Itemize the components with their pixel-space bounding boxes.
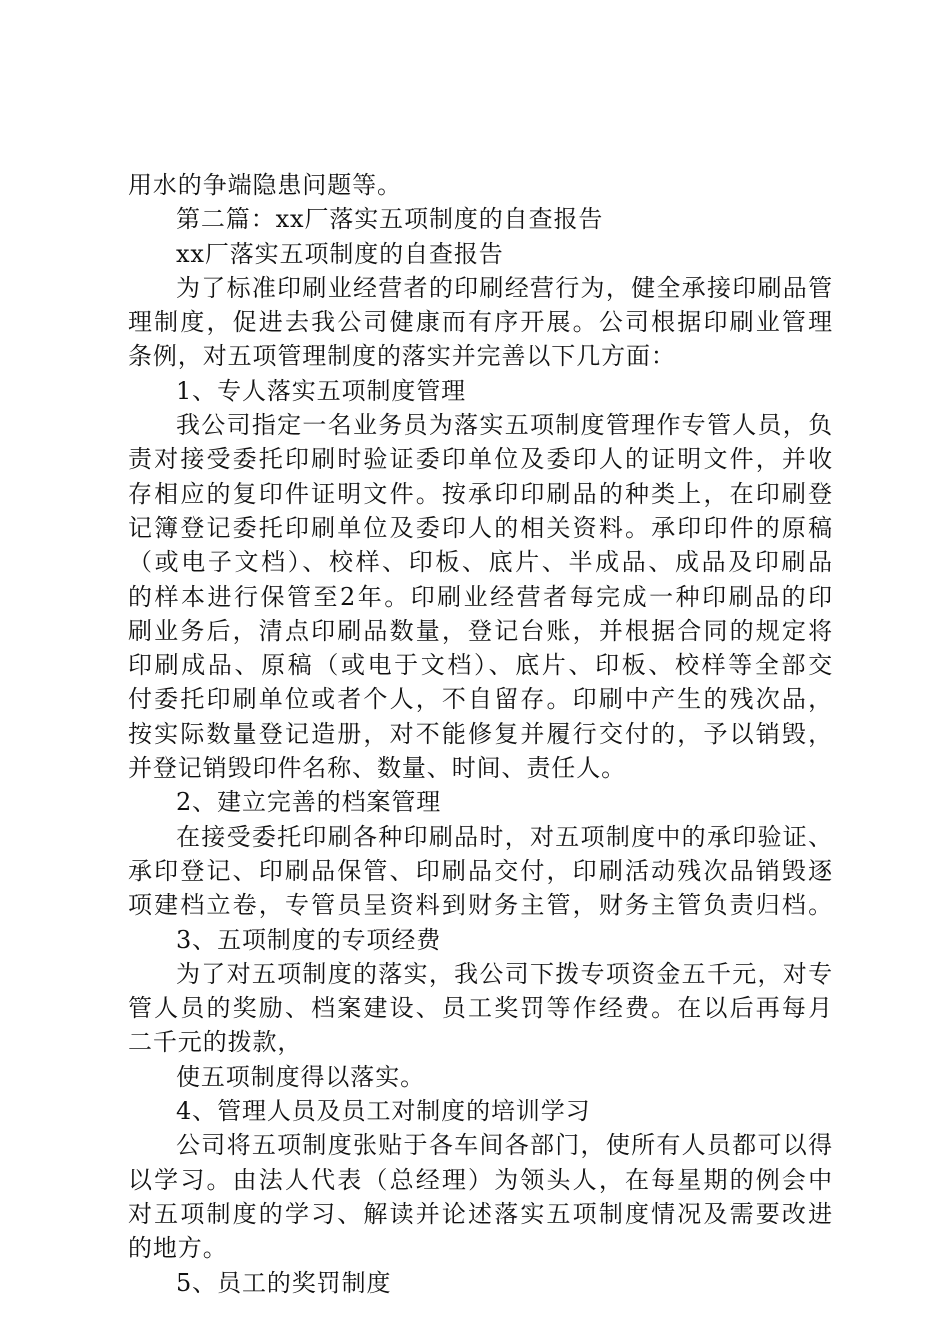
text-line: 的地方。 xyxy=(128,1234,228,1263)
text-line: 对五项制度的学习、解读并论述落实五项制度情况及需要改进 xyxy=(128,1199,833,1228)
text-line: 的样本进行保管至2年。印刷业经营者每完成一种印刷品的印 xyxy=(128,582,833,611)
text-line: 理制度，促进去我公司健康而有序开展。公司根据印刷业管理 xyxy=(128,308,833,337)
document-page xyxy=(128,168,833,1300)
text-line: 管人员的奖励、档案建设、员工奖罚等作经费。在以后再每月 xyxy=(128,994,833,1023)
text-line: 存相应的复印件证明文件。按承印印刷品的种类上，在印刷登 xyxy=(128,479,833,508)
text-line: 用水的争端隐患问题等。 xyxy=(128,171,402,199)
text-line: 为了对五项制度的落实，我公司下拨专项资金五千元，对专 xyxy=(176,959,833,988)
text-line: 并登记销毁印件名称、数量、时间、责任人。 xyxy=(128,754,626,783)
text-line: （或电子文档）、校样、印板、底片、半成品、成品及印刷品 xyxy=(128,548,833,577)
text-line: 印刷成品、原稿（或电于文档）、底片、印板、校样等全部交 xyxy=(128,651,833,680)
text-line: 使五项制度得以落实。 xyxy=(176,1062,425,1091)
text-line: 4、管理人员及员工对制度的培训学习 xyxy=(176,1097,591,1126)
text-line: 付委托印刷单位或者个人，不自留存。印刷中产生的残次品， xyxy=(128,685,833,714)
text-line: 以学习。由法人代表（总经理）为领头人，在每星期的例会中 xyxy=(128,1165,833,1194)
text-line: 我公司指定一名业务员为落实五项制度管理作专管人员，负 xyxy=(176,411,833,440)
text-line: 1、专人落实五项制度管理 xyxy=(176,376,467,405)
text-line: 为了标准印刷业经营者的印刷经营行为，健全承接印刷品管 xyxy=(176,273,833,302)
text-line: 第二篇：xx厂落实五项制度的自查报告 xyxy=(176,205,604,234)
text-line: 记簿登记委托印刷单位及委印人的相关资料。承印印件的原稿 xyxy=(128,513,833,542)
text-line: 公司将五项制度张贴于各车间各部门，使所有人员都可以得 xyxy=(176,1131,833,1160)
text-line: 3、五项制度的专项经费 xyxy=(176,925,442,954)
text-line: 责对接受委托印刷时验证委印单位及委印人的证明文件，并收 xyxy=(128,445,833,474)
text-line: 在接受委托印刷各种印刷品时，对五项制度中的承印验证、 xyxy=(176,822,833,851)
text-line: xx厂落实五项制度的自查报告 xyxy=(176,239,504,268)
text-line: 条例，对五项管理制度的落实并完善以下几方面： xyxy=(128,342,676,371)
text-line: 项建档立卷，专管员呈资料到财务主管，财务主管负责归档。 xyxy=(128,891,833,920)
text-line: 5、员工的奖罚制度 xyxy=(176,1268,392,1297)
text-line: 刷业务后，清点印刷品数量，登记台账，并根据合同的规定将 xyxy=(128,616,833,645)
text-line: 承印登记、印刷品保管、印刷品交付，印刷活动残次品销毁逐 xyxy=(128,856,833,885)
text-line: 2、建立完善的档案管理 xyxy=(176,788,442,817)
text-line: 按实际数量登记造册，对不能修复并履行交付的，予以销毁， xyxy=(128,719,833,748)
text-line: 二千元的拨款， xyxy=(128,1028,303,1057)
